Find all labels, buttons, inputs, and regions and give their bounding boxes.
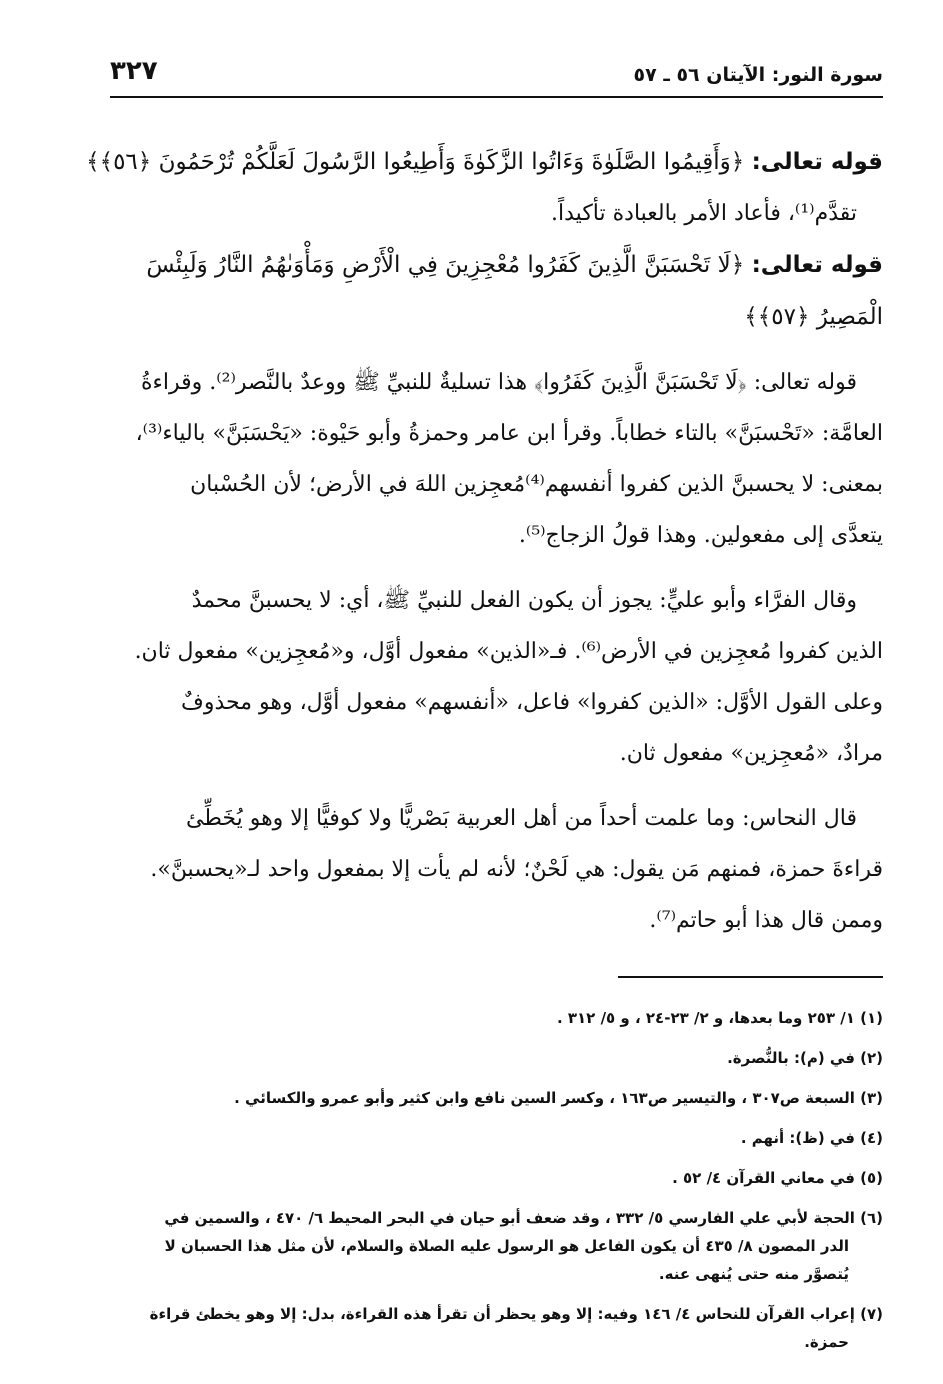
text-line: وقال الفرَّاء وأبو عليٍّ: يجوز أن يكون الفعل للنبيِّ ﷺ، أي: لا يحسبنَّ محمدٌ [191,588,857,613]
text-line: الذين كفروا مُعجِزين في الأرض⁽⁶⁾. فـ«الذين» مفعول أوَّل، و«مُعجِزين» مفعول ثان. [134,639,883,664]
text-line: وممن قال هذا أبو حاتم⁽⁷⁾. [649,908,883,933]
page-number: ٣٢٧ [110,56,158,86]
verse-line: الْمَصِيرُ ﴿٥٧﴾﴾ [744,304,883,330]
verse-text: ﴿لَا تَحْسَبَنَّ الَّذِينَ كَفَرُوا مُعْجِزِينَ فِي الْأَرْضِ وَمَأْوَىٰهُمُ النَّارُ وَلَبِئْسَ [146,252,745,278]
text-line: قوله تعالى: ﴿لَا تَحْسَبَنَّ الَّذِينَ كَفَرُوا﴾ هذا تسليةٌ للنبيِّ ﷺ ووعدٌ بالنَّصر⁽²⁾. وقراءةُ [141,370,857,395]
footnote-line: (٥) في معاني القرآن ٤/ ٥٢ . [672,1169,883,1187]
footnote-line: يُتصوَّر منه حتى يُنهى عنه. [658,1265,849,1283]
footnotes [110,1004,883,1356]
text-line: وعلى القول الأوَّل: «الذين كفروا» فاعل، «أنفسهم» مفعول أوَّل، وهو محذوفٌ [181,690,883,715]
footnote-line: (١) ١/ ٢٥٣ وما بعدها، و ٢/ ٢٣-٢٤ ، و ٥/ ٣١٢ . [556,1009,883,1027]
footnote-line: (٣) السبعة ص٣٠٧ ، والتيسير ص١٦٣ ، وكسر السين نافع وابن كثير وأبو عمرو والكسائي . [234,1089,883,1107]
footnote-line: (٧) إعراب القرآن للنحاس ٤/ ١٤٦ وفيه: إلا وهو يحظر أن تقرأ هذه القراءة، بدل: إلا وهو يخطئ قراءة [149,1305,883,1323]
text-line: يتعدَّى إلى مفعولين. وهذا قولُ الزجاج⁽⁵⁾. [518,523,883,548]
verse-56-commentary [86,136,883,239]
paragraph [110,793,883,946]
verse-57-text [110,239,883,343]
text-line: مرادٌ، «مُعجِزين» مفعول ثان. [619,741,883,766]
footnote [110,1164,883,1192]
footnote [110,1044,883,1072]
verse-text: ﴿وَأَقِيمُوا الصَّلَوٰةَ وَءَاتُوا الزَّكَوٰةَ وَأَطِيعُوا الرَّسُولَ لَعَلَّكُمْ تُرْحَمُونَ ﴿٥٦﴾﴾ [86,149,745,175]
verse-lead: قوله تعالى: [751,252,883,278]
main-text [86,136,883,946]
footnote [110,1084,883,1112]
footnote-line: (٤) في (ظ): أنهم . [740,1129,883,1147]
footnote [110,1004,883,1032]
text-line: قال النحاس: وما علمت أحداً من أهل العربية بَصْريًّا ولا كوفيًّا إلا وهو يُخَطِّئ [186,806,857,831]
footnote-separator [618,976,883,978]
text-line: العامَّة: «تَحْسبَنَّ» بالتاء خطاباً. وقرأ ابن عامر وحمزةُ وأبو حَيْوة: «يَحْسَبَنَّ» بالياء⁽³⁾، [135,421,883,446]
verse-line [86,136,883,188]
page-header [110,0,883,98]
text-line: قراءةَ حمزة، فمنهم مَن يقول: هي لَحْنٌ؛ لأنه لم يأت إلا بمفعول واحد لـ«يحسبنَّ». [150,857,883,882]
paragraph [110,575,883,779]
text-line: تقدَّم⁽¹⁾، فأعاد الأمر بالعبادة تأكيداً. [551,201,857,226]
footnote [110,1300,883,1356]
footnote-line: حمزة. [804,1333,849,1351]
paragraph [110,357,883,561]
verse-lead: قوله تعالى: [751,149,883,175]
footnote [110,1124,883,1152]
footnote-line: (٢) في (م): بالنُّصرة. [727,1049,883,1067]
text-line: بمعنى: لا يحسبنَّ الذين كفروا أنفسهم⁽⁴⁾مُعجِزين اللهَ في الأرض؛ لأن الحُسْبان [190,472,883,497]
verse-line [110,239,883,291]
footnote-line: الدر المصون ٨/ ٤٣٥ أن يكون الفاعل هو الرسول عليه الصلاة والسلام، لأن مثل هذا الحسبان لا [164,1237,849,1255]
running-title: سورة النور: الآيتان ٥٦ ـ ٥٧ [633,64,883,86]
footnote [110,1204,883,1288]
footnote-line: (٦) الحجة لأبي علي الفارسي ٥/ ٣٣٢ ، وقد ضعف أبو حيان في البحر المحيط ٦/ ٤٧٠ ، والسمين في [164,1209,883,1227]
